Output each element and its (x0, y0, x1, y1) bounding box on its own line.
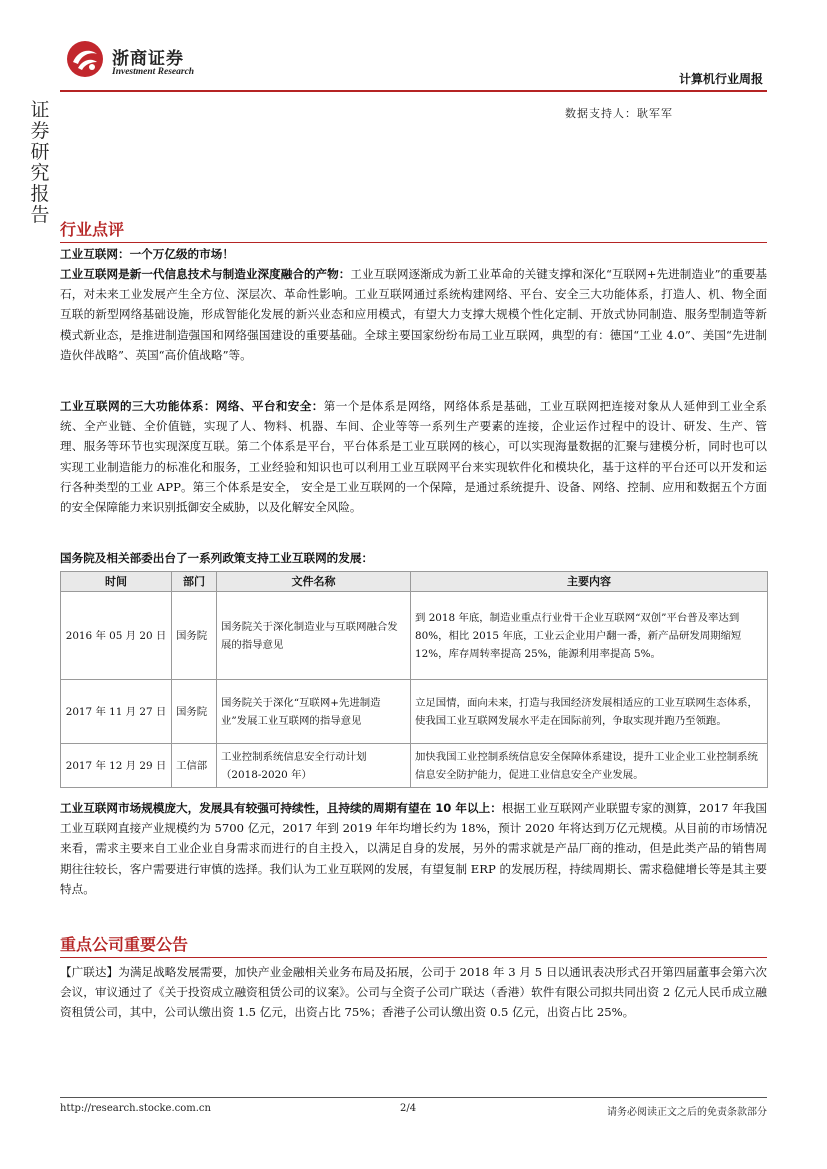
table-row (61, 744, 768, 788)
cell-dept: 国务院 (172, 680, 217, 744)
side-label-char: 告 (30, 204, 50, 226)
cell-dept: 国务院 (172, 592, 217, 680)
paragraph-definition (60, 264, 767, 365)
paragraph-lead: 工业互联网的三大功能体系：网络、平台和安全： (60, 399, 324, 413)
side-label-char: 证 (30, 99, 50, 121)
side-label-char: 研 (30, 141, 50, 163)
side-label-char: 券 (30, 120, 50, 142)
table-row (61, 680, 768, 744)
footer-website-link[interactable]: http://research.stocke.com.cn (60, 1103, 211, 1114)
cell-content: 立足国情，面向未来，打造与我国经济发展相适应的工业互联网生态体系，使我国工业互联网发展水平走在国际前列，争取实现并跑乃至领跑。 (411, 680, 768, 744)
paragraph-body: 工业互联网逐渐成为新工业革命的关键支撑和深化“互联网+先进制造业”的重要基石，对未来工业发展产生全方位、深层次、革命性影响。工业互联网通过系统构建网络、平台、安全三大功能体系，打造人、机、物全面互联的新型网络基础设施，形成智能化发展的新兴业态和应用模式，有望大力支撑大规模个性化定制、开放式协同制造、服务型制造等新模式新业态，是推进制造强国和网络强国建设的重要基础。全球主要国家纷纷布局工业互联网，典型的有：德国“工业 4.0”、美国“先进制造伙伴战略”、英国“高价值战略”等。 (60, 267, 767, 362)
cell-content: 到 2018 年底，制造业重点行业骨干企业互联网“双创”平台普及率达到 80%，相比 2015 年底，工业云企业用户翻一番，新产品研发周期缩短 12%，库存周转率提高 25%，能源利用率提高 5%。 (411, 592, 768, 680)
cell-document: 工业控制系统信息安全行动计划（2018-2020 年） (217, 744, 411, 788)
header-content: 主要内容 (411, 572, 768, 592)
table-intro-text: 国务院及相关部委出台了一系列政策支持工业互联网的发展： (60, 551, 374, 565)
footer-divider (60, 1097, 767, 1098)
company-name-cn: 浙商证券 (112, 49, 184, 69)
paragraph-lead: 工业互联网市场规模庞大，发展具有较强可持续性，且持续的周期有望在 10 年以上： (60, 801, 502, 815)
table-row (61, 592, 768, 680)
cell-time: 2016 年 05 月 20 日 (61, 592, 172, 680)
subtitle-text: 工业互联网：一个万亿级的市场！ (60, 247, 234, 261)
cell-document: 国务院关于深化“互联网+先进制造业”发展工业互联网的指导意见 (217, 680, 411, 744)
company-logo-icon (66, 40, 104, 78)
table-intro (60, 548, 767, 568)
section-title-company-announcements: 重点公司重要公告 (60, 932, 188, 955)
cell-dept: 工信部 (172, 744, 217, 788)
paragraph-body: 根据工业互联网产业联盟专家的测算，2017 年我国工业互联网直接产业规模约为 5700 亿元，2017 年到 2019 年年均增长约为 18%，预计 2020 年将达到万亿元规模。从目前的市场情况来看，需求主要来自工业企业自身需求而进行的自主投入，以满足自身的发展，另外的需求就是产品厂商的推动，但是此类产品的销售周期往往较长，客户需要进行审慎的选择。我们认为工业互联网的发展，有望复制 ERP 的发展历程，持续周期长、需求稳健增长等是其主要特点。 (60, 801, 767, 896)
table-header-row (61, 572, 768, 592)
section1-subtitle (60, 244, 767, 264)
section-title-industry-review: 行业点评 (60, 217, 124, 240)
paragraph-glodon-announcement (60, 962, 767, 1023)
company-name-en: Investment Research (112, 67, 195, 77)
paragraph-lead: 工业互联网是新一代信息技术与制造业深度融合的产物： (60, 267, 351, 281)
header-dept: 部门 (172, 572, 217, 592)
cell-time: 2017 年 12 月 29 日 (61, 744, 172, 788)
paragraph-market-size (60, 798, 767, 899)
paragraph-body: 第一个是体系是网络，网络体系是基础，工业互联网把连接对象从人延伸到工业全系统、全产业链、全价值链，实现了人、物料、机器、车间、企业等等一系列生产要素的连接，企业运作过程中的设计、研发、生产、管理、服务等环节也实现深度互联。第二个体系是平台，平台体系是工业互联网的核心，可以实现海量数据的汇聚与建模分析，同时也可以实现工业制造能力的标准化和服务，工业经验和知识也可以利用工业互联网平台来实现软件化和模块化，基于这样的平台还可以开发和运行各种类型的工业 APP。第三个体系是安全， 安全是工业互联网的一个保障，是通过系统提升、设备、网络、控制、应用和数据五个方面的安全保障能力来识别抵御安全威胁，以及化解安全风险。 (60, 399, 767, 515)
company-tag: 【广联达】 (60, 965, 119, 979)
side-label-char: 究 (30, 162, 50, 184)
cell-time: 2017 年 11 月 27 日 (61, 680, 172, 744)
cell-document: 国务院关于深化制造业与互联网融合发展的指导意见 (217, 592, 411, 680)
footer-disclaimer: 请务必阅读正文之后的免责条款部分 (607, 1107, 767, 1118)
header-document: 文件名称 (217, 572, 411, 592)
paragraph-three-systems (60, 396, 767, 517)
policy-table (60, 571, 768, 788)
cell-content: 加快我国工业控制系统信息安全保障体系建设，提升工业企业工业控制系统信息安全防护能力，促进工业信息安全产业发展。 (411, 744, 768, 788)
page-number: 2/4 (400, 1103, 417, 1114)
side-label (28, 100, 52, 226)
side-label-char: 报 (30, 183, 50, 205)
header-divider (60, 90, 767, 92)
report-type: 计算机行业周报 (678, 72, 763, 86)
header-time: 时间 (61, 572, 172, 592)
page-header (60, 36, 767, 88)
paragraph-body: 为满足战略发展需要，加快产业金融相关业务布局及拓展，公司于 2018 年 3 月 5 日以通讯表决形式召开第四届董事会第六次会议，审议通过了《关于投资成立融资租赁公司的议案》。公司与全资子公司广联达（香港）软件有限公司拟共同出资 2 亿元人民币成立融资租赁公司，其中，公司认缴出资 1.5 亿元，出资占比 75%；香港子公司认缴出资 0.5 亿元，出资占比 25%。 (60, 965, 767, 1020)
data-support-person: 数据支持人：耿军军 (565, 107, 673, 120)
